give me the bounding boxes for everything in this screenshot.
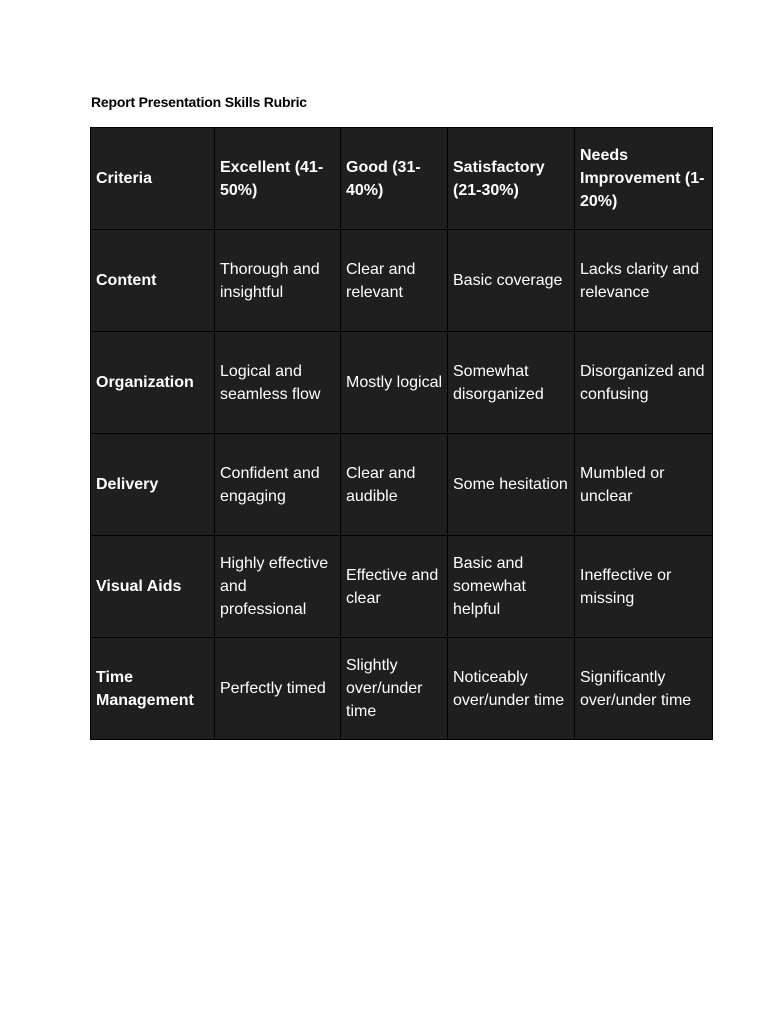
table-cell: Disorganized and confusing — [575, 332, 713, 434]
table-cell: Somewhat disorganized — [448, 332, 575, 434]
header-satisfactory: Satisfactory (21-30%) — [448, 128, 575, 230]
page-title: Report Presentation Skills Rubric — [91, 94, 307, 110]
table-cell: Clear and relevant — [341, 230, 448, 332]
rubric-table — [90, 127, 713, 740]
criteria-cell: Time Management — [91, 638, 215, 740]
table-cell: Lacks clarity and relevance — [575, 230, 713, 332]
table-row — [91, 434, 713, 536]
table-cell: Some hesitation — [448, 434, 575, 536]
table-cell: Thorough and insightful — [215, 230, 341, 332]
table-cell: Confident and engaging — [215, 434, 341, 536]
table-cell: Mostly logical — [341, 332, 448, 434]
header-excellent: Excellent (41-50%) — [215, 128, 341, 230]
table-row — [91, 638, 713, 740]
header-criteria: Criteria — [91, 128, 215, 230]
header-good: Good (31-40%) — [341, 128, 448, 230]
table-cell: Effective and clear — [341, 536, 448, 638]
table-cell: Significantly over/under time — [575, 638, 713, 740]
header-needs-improvement: Needs Improvement (1-20%) — [575, 128, 713, 230]
table-cell: Logical and seamless flow — [215, 332, 341, 434]
table-header-row — [91, 128, 713, 230]
table-row — [91, 332, 713, 434]
criteria-cell: Content — [91, 230, 215, 332]
table-cell: Mumbled or unclear — [575, 434, 713, 536]
table-cell: Clear and audible — [341, 434, 448, 536]
table-cell: Noticeably over/under time — [448, 638, 575, 740]
table-cell: Perfectly timed — [215, 638, 341, 740]
criteria-cell: Delivery — [91, 434, 215, 536]
criteria-cell: Organization — [91, 332, 215, 434]
table-row — [91, 536, 713, 638]
table-cell: Ineffective or missing — [575, 536, 713, 638]
table-cell: Slightly over/under time — [341, 638, 448, 740]
table-cell: Basic coverage — [448, 230, 575, 332]
criteria-cell: Visual Aids — [91, 536, 215, 638]
table-cell: Highly effective and professional — [215, 536, 341, 638]
table-cell: Basic and somewhat helpful — [448, 536, 575, 638]
table-row — [91, 230, 713, 332]
